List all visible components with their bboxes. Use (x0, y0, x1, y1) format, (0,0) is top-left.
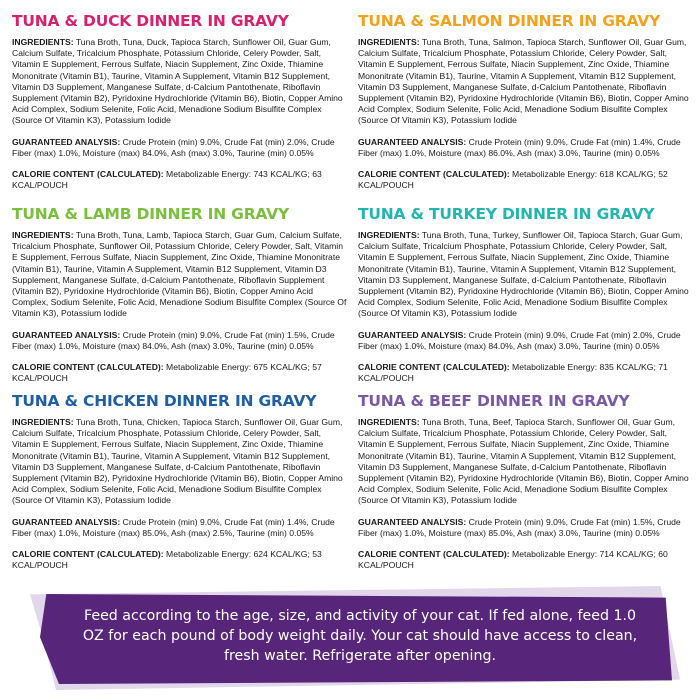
analysis-block (12, 330, 347, 352)
analysis-block (358, 517, 693, 539)
analysis-label: GUARANTEED ANALYSIS: (358, 329, 467, 340)
calorie-text: Metabolizable Energy: 618 KCAL/KG; 52 KCAL/POUCH (358, 169, 668, 191)
calorie-label: CALORIE CONTENT (CALCULATED): (12, 362, 164, 373)
recipe-card-lamb (12, 205, 347, 394)
analysis-text: Crude Protein (min) 9.0%, Crude Fat (min) 2.0%, Crude Fiber (max) 1.0%, Moisture (max) 84.0%, Ash (max) 3.0%, Taurine (min) 0.05% (358, 329, 681, 351)
recipe-title: TUNA & SALMON DINNER IN GRAVY (358, 12, 661, 30)
calorie-label: CALORIE CONTENT (CALCULATED): (358, 549, 510, 560)
calorie-text: Metabolizable Energy: 835 KCAL/KG; 71 KCAL/POUCH (358, 362, 668, 384)
calorie-text: Metabolizable Energy: 714 KCAL/KG; 60 KCAL/POUCH (358, 549, 668, 571)
analysis-text: Crude Protein (min) 9.0%, Crude Fat (min) 2.0%, Crude Fiber (max) 1.0%, Moisture (max) 84.0%, Ash (max) 3.0%, Taurine (min) 0.05% (12, 136, 335, 158)
calorie-block (358, 169, 693, 191)
ingredients-label: INGREDIENTS: (12, 37, 74, 47)
ingredients-label: INGREDIENTS: (358, 230, 420, 240)
ingredients-block (12, 417, 347, 507)
ingredients-block (358, 230, 693, 320)
calorie-label: CALORIE CONTENT (CALCULATED): (358, 169, 510, 180)
ingredients-text: Tuna Broth, Tuna, Duck, Tapioca Starch, Sunflower Oil, Guar Gum, Calcium Sulfate, Tricalcium Phosphate, Potassium Chloride, Celery Powder, Salt, Vitamin E Supplement, Ferrous Sulfate, Niacin Supplement, Zinc Oxide, Thiamine Mononitrate (Vitamin B1), Taurine, Vitamin A Supplement, Vitamin B12 Supplement, Vitamin D3 Supplement, Manganese Sulfate, d-Calcium Pantothenate, Riboflavin Supplement (Vitamin B2), Pyridoxine Hydrochloride (Vitamin B6), Biotin, Copper Amino Acid Complex, Sodium Selenite, Folic Acid, Menadione Sodium Bisulfite Complex (Source Of Vitamin K3), Potassium Iodide (12, 37, 343, 126)
calorie-block (358, 362, 693, 384)
ingredients-label: INGREDIENTS: (12, 417, 74, 427)
recipe-card-chicken (12, 392, 347, 581)
ingredients-label: INGREDIENTS: (12, 230, 74, 240)
analysis-block (12, 137, 347, 159)
analysis-block (12, 517, 347, 539)
analysis-label: GUARANTEED ANALYSIS: (358, 516, 467, 527)
analysis-label: GUARANTEED ANALYSIS: (358, 136, 467, 147)
calorie-label: CALORIE CONTENT (CALCULATED): (12, 169, 164, 180)
ingredients-text: Tuna Broth, Tuna, Turkey, Sunflower Oil, Tapioca Starch, Guar Gum, Calcium Sulfate, Tricalcium Phosphate, Potassium Chloride, Celery Powder, Salt, Vitamin E Supplement, Ferrous Sulfate, Niacin Supplement, Zinc Oxide, Thiamine Mononitrate (Vitamin B1), Taurine, Vitamin A Supplement, Vitamin B12 Supplement, Vitamin D3 Supplement, Manganese Sulfate, d-Calcium Pantothenate, Riboflavin Supplement (Vitamin B2), Pyridoxine Hydrochloride (Vitamin B6), Biotin, Copper Amino Acid Complex, Sodium Selenite, Folic Acid, Menadione Sodium Bisulfite Complex (Source Of Vitamin K3), Potassium Iodide (358, 230, 689, 319)
analysis-text: Crude Protein (min) 9.0%, Crude Fat (min) 1.5%, Crude Fiber (max) 1.0%, Moisture (max) 84.0%, Ash (max) 3.0%, Taurine (min) 0.05% (12, 329, 335, 351)
analysis-text: Crude Protein (min) 9.0%, Crude Fat (min) 1.5%, Crude Fiber (max) 1.0%, Moisture (max) 85.0%, Ash (max) 3.0%, Taurine (min) 0.05% (358, 516, 681, 538)
analysis-label: GUARANTEED ANALYSIS: (12, 516, 121, 527)
analysis-block (358, 137, 693, 159)
ingredients-block (12, 37, 347, 127)
ingredients-text: Tuna Broth, Tuna, Beef, Tapioca Starch, Sunflower Oil, Guar Gum, Calcium Sulfate, Tricalcium Phosphate, Potassium Chloride, Celery Powder, Salt, Vitamin E Supplement, Ferrous Sulfate, Niacin Supplement, Zinc Oxide, Thiamine Mononitrate (Vitamin B1), Taurine, Vitamin A Supplement, Vitamin B12 Supplement, Vitamin D3 Supplement, Manganese Sulfate, d-Calcium Pantothenate, Riboflavin Supplement (Vitamin B2), Pyridoxine Hydrochloride (Vitamin B6), Biotin, Copper Amino Acid Complex, Sodium Selenite, Folic Acid, Menadione Sodium Bisulfite Complex (Source Of Vitamin K3), Potassium Iodide (358, 417, 689, 506)
calorie-label: CALORIE CONTENT (CALCULATED): (12, 549, 164, 560)
recipe-card-duck (12, 12, 347, 201)
calorie-block (358, 549, 693, 571)
feeding-banner (0, 580, 700, 700)
analysis-block (358, 330, 693, 352)
calorie-block (12, 362, 347, 384)
calorie-label: CALORIE CONTENT (CALCULATED): (358, 362, 510, 373)
recipe-title: TUNA & DUCK DINNER IN GRAVY (12, 12, 289, 30)
analysis-label: GUARANTEED ANALYSIS: (12, 136, 121, 147)
recipe-title: TUNA & TURKEY DINNER IN GRAVY (358, 205, 655, 223)
ingredients-label: INGREDIENTS: (358, 417, 420, 427)
calorie-text: Metabolizable Energy: 743 KCAL/KG; 63 KCAL/POUCH (12, 169, 322, 191)
recipe-card-turkey (358, 205, 693, 394)
analysis-text: Crude Protein (min) 9.0%, Crude Fat (min) 1.4%, Crude Fiber (max) 1.0%, Moisture (max) 86.0%, Ash (max) 3.0%, Taurine (min) 0.05% (358, 136, 681, 158)
recipe-card-salmon (358, 12, 693, 201)
calorie-block (12, 169, 347, 191)
ingredients-block (358, 37, 693, 127)
ingredients-text: Tuna Broth, Tuna, Chicken, Tapioca Starch, Sunflower Oil, Guar Gum, Calcium Sulfate, Tricalcium Phosphate, Potassium Chloride, Celery Powder, Salt, Vitamin E Supplement, Ferrous Sulfate, Niacin Supplement, Zinc Oxide, Thiamine Mononitrate (Vitamin B1), Taurine, Vitamin A Supplement, Vitamin B12 Supplement, Vitamin D3 Supplement, Manganese Sulfate, d-Calcium Pantothenate, Riboflavin Supplement (Vitamin B2), Pyridoxine Hydrochloride (Vitamin B6), Biotin, Copper Amino Acid Complex, Sodium Selenite, Folic Acid, Menadione Sodium Bisulfite Complex (Source Of Vitamin K3), Potassium Iodide (12, 417, 343, 506)
feeding-instructions: Feed according to the age, size, and activity of your cat. If fed alone, feed 1.0 OZ for each pound of body weight daily. Your cat should have access to clean, fresh water. Refrigerate after opening. (82, 608, 638, 664)
analysis-label: GUARANTEED ANALYSIS: (12, 329, 121, 340)
recipe-title: TUNA & CHICKEN DINNER IN GRAVY (12, 392, 317, 410)
ingredients-label: INGREDIENTS: (358, 37, 420, 47)
calorie-block (12, 549, 347, 571)
analysis-text: Crude Protein (min) 9.0%, Crude Fat (min) 1.4%, Crude Fiber (max) 1.0%, Moisture (max) 85.0%, Ash (max) 2.5%, Taurine (min) 0.05% (12, 516, 335, 538)
ingredients-text: Tuna Broth, Tuna, Lamb, Tapioca Starch, Guar Gum, Calcium Sulfate, Tricalcium Phosphate, Sunflower Oil, Potassium Chloride, Celery Powder, Salt, Vitamin E Supplement, Ferrous Sulfate, Niacin Supplement, Zinc Oxide, Thiamine Mononitrate (Vitamin B1), Taurine, Vitamin A Supplement, Vitamin B12 Supplement, Vitamin D3 Supplement, Manganese Sulfate, d-Calcium Pantothenate, Riboflavin Supplement (Vitamin B2), Pyridoxine Hydrochloride (Vitamin B6), Biotin, Copper Amino Acid Complex, Sodium Selenite, Folic Acid, Menadione Sodium Bisulfite Complex (Source Of Vitamin K3), Potassium Iodide (12, 230, 347, 319)
recipe-card-beef (358, 392, 693, 581)
recipe-title: TUNA & BEEF DINNER IN GRAVY (358, 392, 630, 410)
recipe-title: TUNA & LAMB DINNER IN GRAVY (12, 205, 289, 223)
ingredients-block (358, 417, 693, 507)
calorie-text: Metabolizable Energy: 675 KCAL/KG; 57 KCAL/POUCH (12, 362, 322, 384)
ingredients-text: Tuna Broth, Tuna, Salmon, Tapioca Starch, Sunflower Oil, Guar Gum, Calcium Sulfate, Tricalcium Phosphate, Potassium Chloride, Celery Powder, Salt, Vitamin E Supplement, Ferrous Sulfate, Niacin Supplement, Zinc Oxide, Thiamine Mononitrate (Vitamin B1), Taurine, Vitamin A Supplement, Vitamin B12 Supplement, Vitamin D3 Supplement, Manganese Sulfate, d-Calcium Pantothenate, Riboflavin Supplement (Vitamin B2), Pyridoxine Hydrochloride (Vitamin B6), Biotin, Copper Amino Acid Complex, Sodium Selenite, Folic Acid, Menadione Sodium Bisulfite Complex (Source Of Vitamin K3), Potassium Iodide (358, 37, 689, 126)
ingredients-block (12, 230, 347, 320)
calorie-text: Metabolizable Energy: 624 KCAL/KG; 53 KCAL/POUCH (12, 549, 322, 571)
